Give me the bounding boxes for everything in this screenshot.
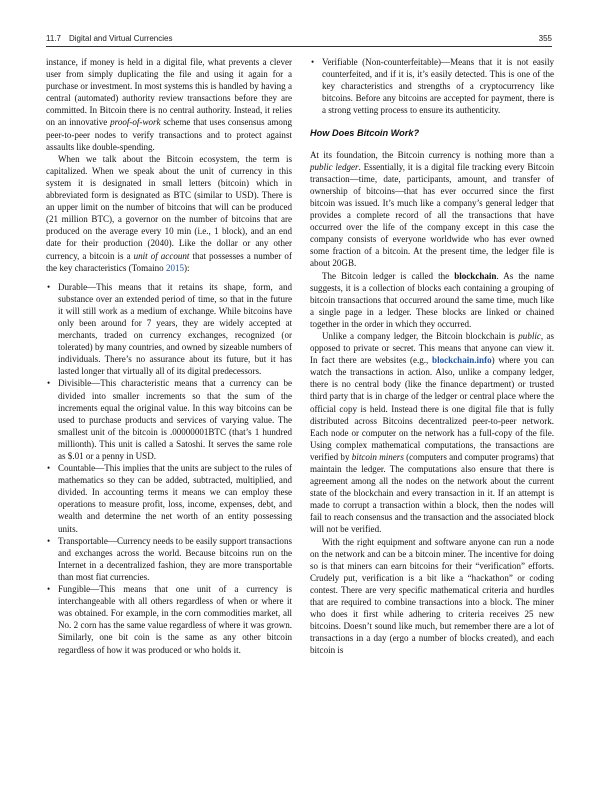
left-column bbox=[46, 56, 292, 656]
list-item: • Transportable—Currency needs to be easily support transactions and exchanges across the world. Because bitcoins run on the Internet in a decentralized fashion, they are more transportable than most fiat currencies. bbox=[46, 535, 292, 583]
section-subheading: How Does Bitcoin Work? bbox=[310, 128, 420, 139]
paragraph: With the right equipment and software anyone can run a node on the network and can be a bitcoin miner. The incentive for doing so is that miners can earn bitcoins for their “verification” efforts. Crudely put, verification is a bit like a “hackathon” or coding contest. There are very specific mathematical criteria and hurdles that are required to combine transactions into a block. The miner who does it first while adhering to criteria receives 25 new bitcoins. Doesn’t sound like much, but remember there are a lot of transactions in a day (ergo a number of blocks created), and each bitcoin is bbox=[310, 536, 554, 656]
citation-link[interactable]: 2015 bbox=[165, 262, 185, 273]
paragraph: Unlike a company ledger, the Bitcoin blockchain is public, as opposed to private or secret. This means that anyone can view it. In fact there are websites (e.g., blockchain.info) where you can watch the transactions in action. Also, unlike a company ledger, there is no central body (like the finance department) or trusted third party that is in charge of the ledger or central place where the official copy is held. Instead there is one digital file that is fully distributed across Bitcoins decentralized peer-to-peer network. Each node or computer on the network has a full-copy of the file. Using complex mathematical computations, the transactions are verified by bitcoin miners (computers and computer programs) that maintain the ledger. The computations also ensure that there is agreement among all the nodes on the network about the current state of the blockchain and every transaction in it. If an attempt is made to corrupt a transaction within a block, then the nodes will fail to reach consensus and the transaction and the associated block will not be verified. bbox=[310, 330, 555, 535]
list-item: • Divisible—This characteristic means that a currency can be divided into smaller increments so that the sum of the increments equal the original value. In this way bitcoins can be used to purchase products and services of varying value. The smallest unit of the bitcoin is .00000001BTC (that’s 1 hundred millionth). This unit is called a Satoshi. It serves the same role as $.01 or a penny in USD. bbox=[46, 377, 292, 462]
list-item: • Verifiable (Non-counterfeitable)—Means that it is not easily counterfeited, and if it is, it’s easily detected. This is one of the key characteristics and strengths of a cryptocurrency like bitcoins. Before any bitcoins are accepted for payment, there is a strong vetting process to ensure its authenticity. bbox=[310, 56, 554, 116]
paragraph: At its foundation, the Bitcoin currency is nothing more than a public ledger. Essentially, it is a digital file tracking every Bitcoin transaction—time, date, participants, amount, and transfer of ownership of bitcoins—that has ever occurred since the first bitcoin was issued. It’s much like a company’s general ledger that provides a complete record of all the transactions that have occurred over the life of the company except in this case the company consists of everyone worldwide who has ever owned some fraction of a bitcoin. At the present time, the ledger file is about 20GB. bbox=[310, 149, 554, 269]
list-item: • Fungible—This means that one unit of a currency is interchangeable with all others regardless of when or where it was obtained. For example, in the corn commodities market, all No. 2 corn has the same value regardless of where it was grown. Similarly, one bit coin is the same as any other bitcoin regardless of how it was produced or who holds it. bbox=[46, 583, 292, 656]
paragraph: instance, if money is held in a digital file, what prevents a clever user from simply duplicating the file and using it again for a purchase or investment. In most systems this is handled by having a central (automated) authority review transactions before they are committed. In Bitcoin there is no central authority. Instead, it relies on an innovative proof-of-work scheme that uses consensus among peer-to-peer nodes to verify transactions and to protect against assaults like double-spending. bbox=[46, 57, 292, 152]
list-item: • Countable—This implies that the units are subject to the rules of mathematics so they can be added, subtracted, multiplied, and divided. In accounting terms it means we can employ these operations to measure profit, loss, income, expenses, debt, and wealth and determine the net worth of an entity possessing units. bbox=[46, 462, 292, 535]
section-number: 11.7 bbox=[46, 34, 61, 43]
characteristics-list bbox=[46, 281, 292, 656]
blockchain-info-link[interactable]: blockchain.info bbox=[432, 355, 492, 366]
characteristics-list-continued bbox=[310, 56, 554, 116]
paragraph: The Bitcoin ledger is called the blockchain. As the name suggests, it is a collection of blocks each containing a grouping of bitcoin transactions that occurred around the same time, much like a single page in a ledger. These blocks are linked or chained together in the order in which they occurred. bbox=[310, 270, 555, 329]
right-column bbox=[310, 56, 554, 657]
section-heading bbox=[46, 34, 172, 43]
paragraph: When we talk about the Bitcoin ecosystem, the term is capitalized. When we speak about the unit of currency in this system it is designated in small letters (bitcoin) which in abbreviated form is designated as BTC (similar to USD). There is an upper limit on the number of bitcoins that will can be produced (21 million BTC), a governor on the number of bitcoins that are produced on the average every 10 min (i.e., 1 block), and an end date for their production (2040). Like the dollar or any other currency, a bitcoin is a unit of account that possesses a number of the key characteristics (Tomaino 2015): bbox=[46, 153, 292, 273]
section-title: Digital and Virtual Currencies bbox=[68, 34, 173, 43]
running-header bbox=[46, 30, 552, 47]
list-item: • Durable—This means that it retains its shape, form, and substance over an extended period of time, so that in the future it will still work as a medium of exchange. While bitcoins have only been around for 7 years, they are widely accepted at merchants, traded on currency exchanges, recognized (or tolerated) by many countries, and owned by sizeable numbers of individuals. There’s no assurance about its future, but it has lasted longer that virtually all of its digital predecessors. bbox=[46, 281, 292, 378]
page-number: 355 bbox=[538, 34, 552, 43]
